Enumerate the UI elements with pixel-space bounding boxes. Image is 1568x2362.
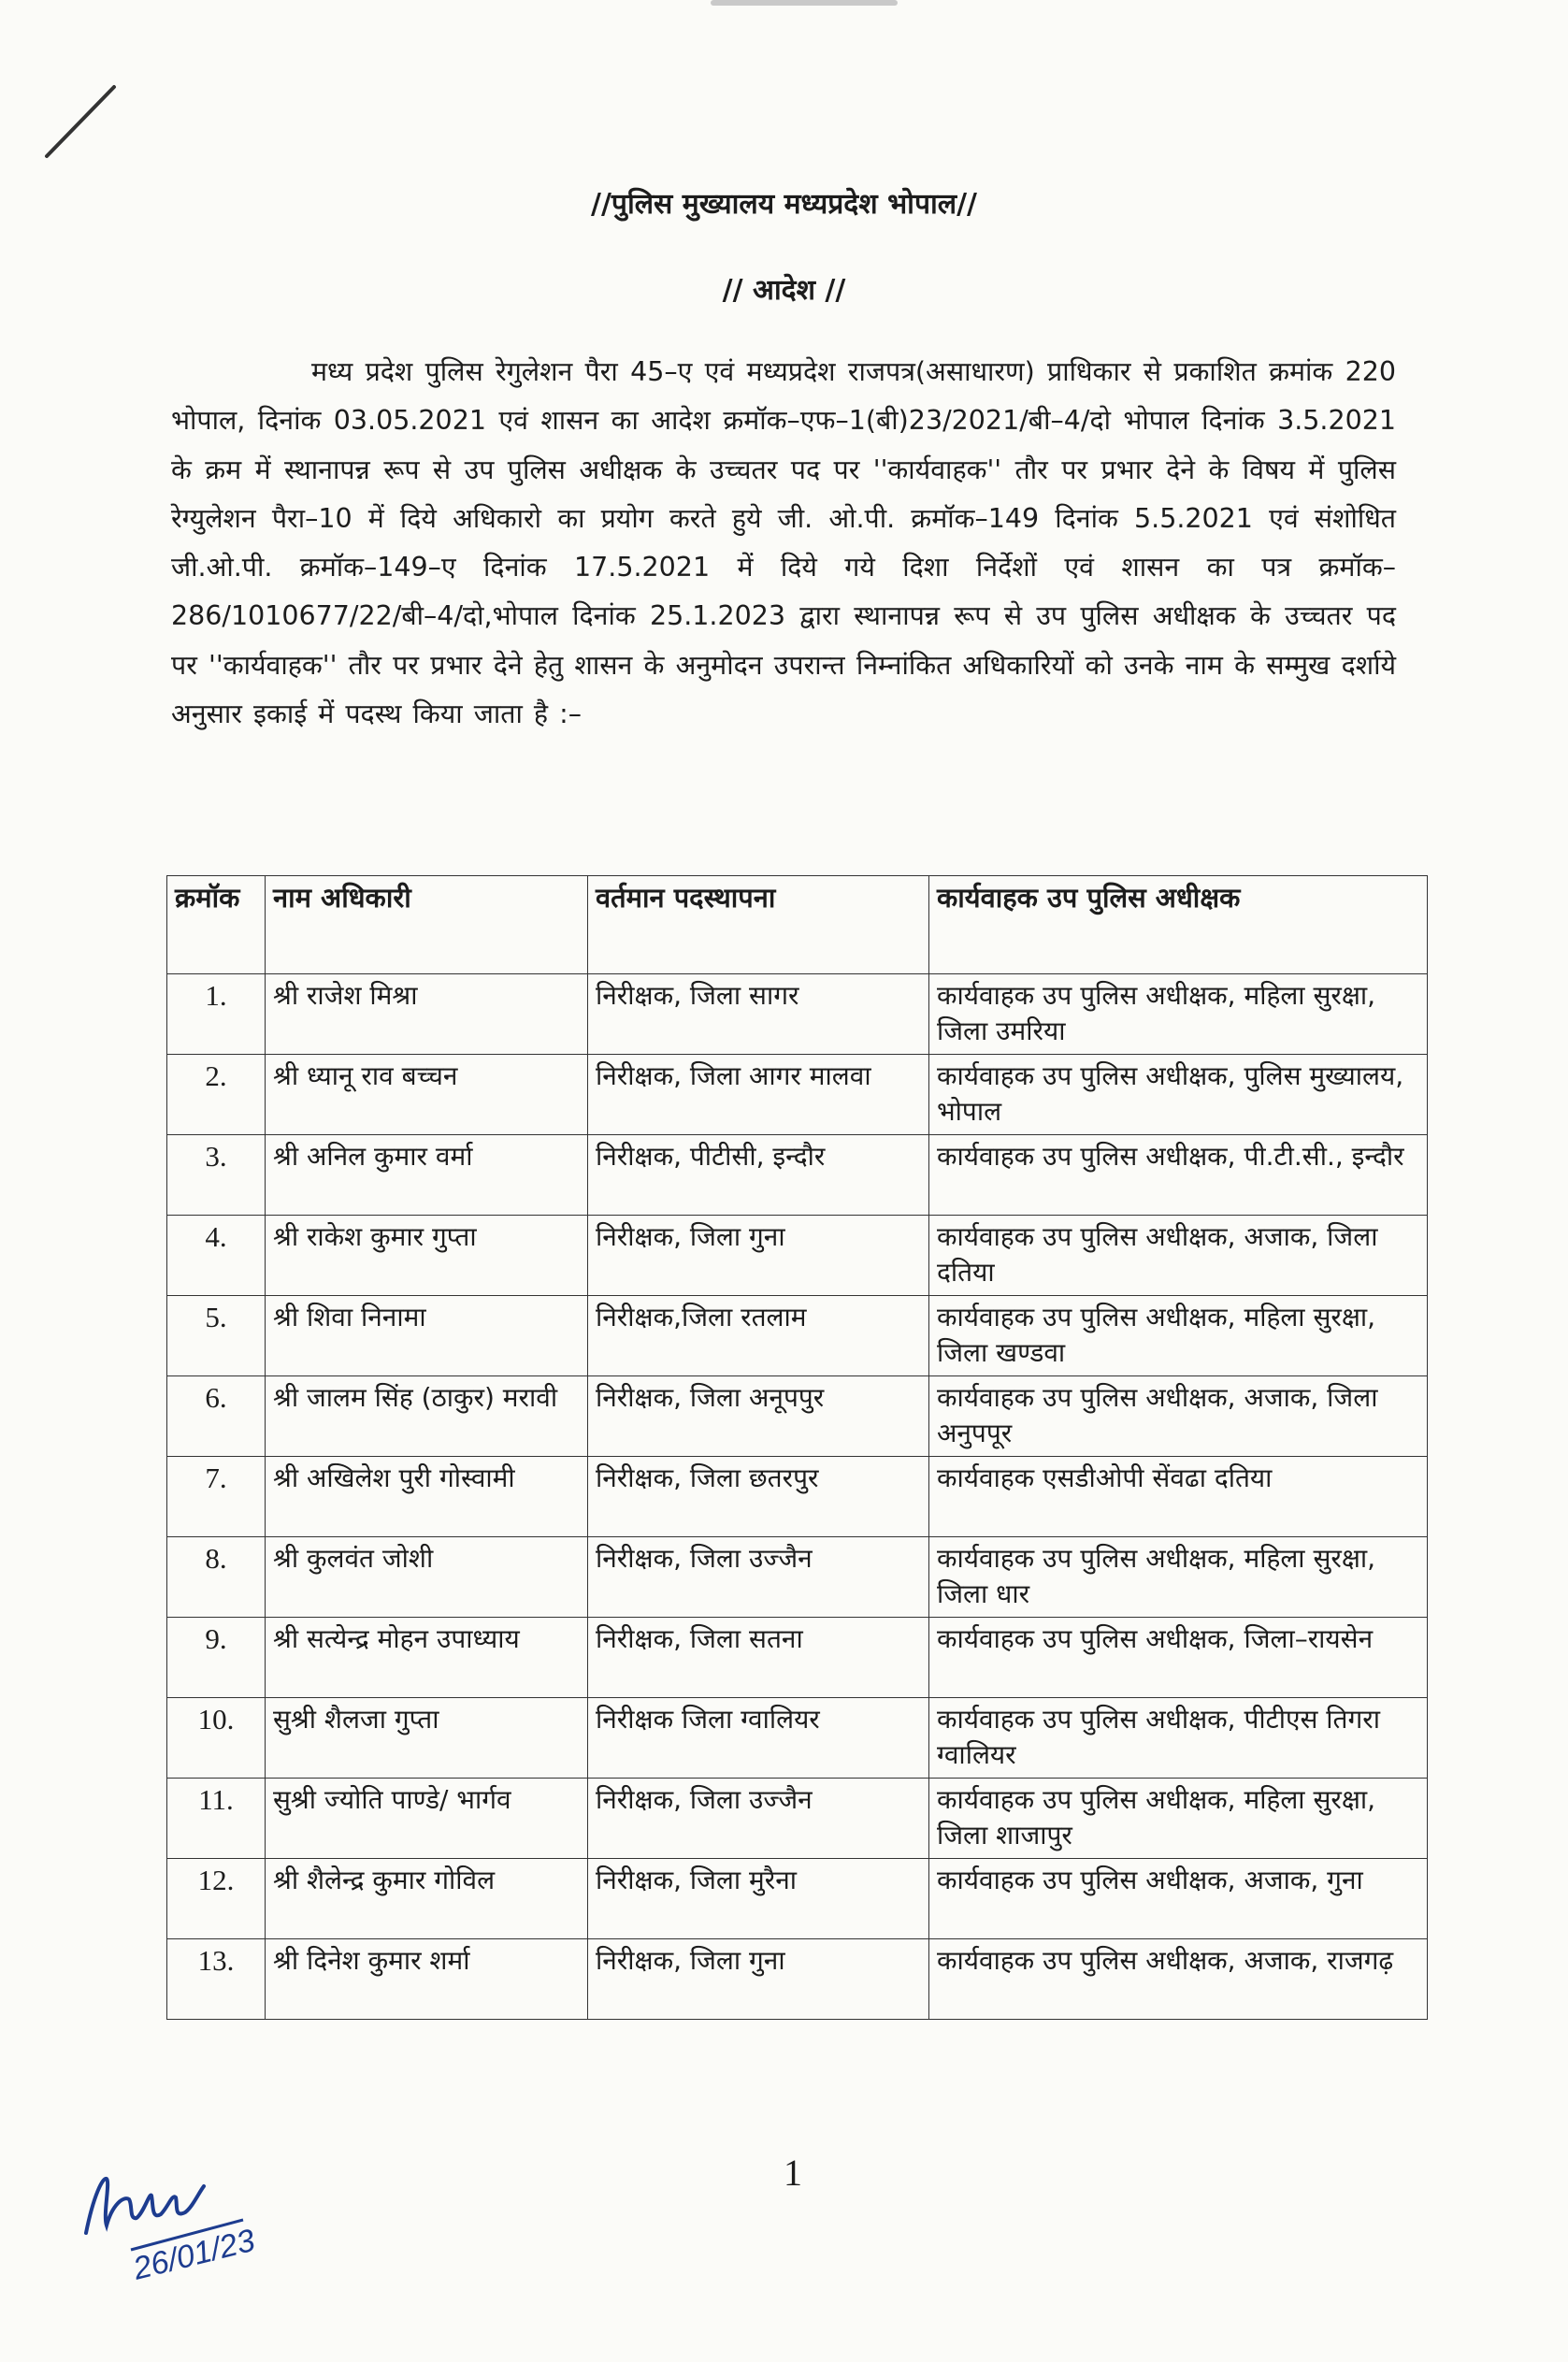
cell-acting-posting: कार्यवाहक उप पुलिस अधीक्षक, महिला सुरक्षा, जिला खण्डवा <box>929 1296 1428 1376</box>
col-header-acting-dsp: कार्यवाहक उप पुलिस अधीक्षक <box>929 876 1428 974</box>
order-heading: // आदेश // <box>722 274 846 307</box>
cell-acting-posting: कार्यवाहक उप पुलिस अधीक्षक, अजाक, जिला अनुपपूर <box>929 1376 1428 1457</box>
cell-acting-posting: कार्यवाहक एसडीओपी सेंवढा दतिया <box>929 1457 1428 1537</box>
officers-table <box>166 875 1428 2020</box>
table-row <box>167 1457 1428 1537</box>
table-header-row <box>167 876 1428 974</box>
cell-officer-name: श्री अखिलेश पुरी गोस्वामी <box>266 1457 588 1537</box>
order-body-paragraph: मध्य प्रदेश पुलिस रेगुलेशन पैरा 45–ए एवं मध्यप्रदेश राजपत्र(असाधारण) प्राधिकार से प्रकाशित क्रमांक 220 भोपाल, दिनांक 03.05.2021 एवं शासन का आदेश क्रमॉक–एफ–1(बी)23/2021/बी–4/दो भोपाल दिनांक 3.5.2021 के क्रम में स्थानापन्न रूप से उप पुलिस अधीक्षक के उच्चतर पद पर ''कार्यवाहक'' तौर पर प्रभार देने के विषय में पुलिस रेग्युलेशन पैरा–10 में दिये अधिकारो का प्रयोग करते हुये जी. ओ.पी. क्रमॉक–149 दिनांक 5.5.2021 एवं संशोधित जी.ओ.पी. क्रमॉक–149–ए दिनांक 17.5.2021 में दिये गये दिशा निर्देशों एवं शासन का पत्र क्रमॉक–286/1010677/22/बी–4/दो,भोपाल दिनांक 25.1.2023 द्वारा स्थानापन्न रूप से उप पुलिस अधीक्षक के उच्चतर पद पर ''कार्यवाहक'' तौर पर प्रभार देने हेतु शासन के अनुमोदन उपरान्त निम्नांकित अधिकारियों को उनके नाम के सम्मुख दर्शाये अनुसार इकाई में पदस्थ किया जाता है :– <box>171 356 1396 730</box>
table-row <box>167 1376 1428 1457</box>
cell-current-posting: निरीक्षक, जिला उज्जैन <box>588 1537 929 1618</box>
cell-current-posting: निरीक्षक, जिला अनूपपुर <box>588 1376 929 1457</box>
cell-officer-name: सुश्री ज्योति पाण्डे/ भार्गव <box>266 1779 588 1859</box>
cell-acting-posting: कार्यवाहक उप पुलिस अधीक्षक, जिला–रायसेन <box>929 1618 1428 1698</box>
cell-acting-posting: कार्यवाहक उप पुलिस अधीक्षक, अजाक, गुना <box>929 1859 1428 1939</box>
cell-acting-posting: कार्यवाहक उप पुलिस अधीक्षक, पुलिस मुख्यालय, भोपाल <box>929 1055 1428 1135</box>
cell-officer-name: श्री दिनेश कुमार शर्मा <box>266 1939 588 2020</box>
cell-officer-name: सुश्री शैलजा गुप्ता <box>266 1698 588 1779</box>
cell-acting-posting: कार्यवाहक उप पुलिस अधीक्षक, पी.टी.सी., इन्दौर <box>929 1135 1428 1216</box>
cell-current-posting: निरीक्षक, पीटीसी, इन्दौर <box>588 1135 929 1216</box>
signature-date: 26/01/23 <box>129 2222 259 2287</box>
cell-serial: 10. <box>167 1698 266 1779</box>
cell-serial: 9. <box>167 1618 266 1698</box>
cell-acting-posting: कार्यवाहक उप पुलिस अधीक्षक, अजाक, जिला दतिया <box>929 1216 1428 1296</box>
table-row <box>167 1779 1428 1859</box>
cell-officer-name: श्री जालम सिंह (ठाकुर) मरावी <box>266 1376 588 1457</box>
table-row <box>167 1135 1428 1216</box>
cell-serial: 3. <box>167 1135 266 1216</box>
cell-current-posting: निरीक्षक, जिला सतना <box>588 1618 929 1698</box>
cell-serial: 13. <box>167 1939 266 2020</box>
handwritten-signature <box>75 2139 281 2289</box>
cell-current-posting: निरीक्षक, जिला मुरैना <box>588 1859 929 1939</box>
cell-acting-posting: कार्यवाहक उप पुलिस अधीक्षक, पीटीएस तिगरा ग्वालियर <box>929 1698 1428 1779</box>
office-heading: //पुलिस मुख्यालय मध्यप्रदेश भोपाल// <box>590 188 978 221</box>
scan-edge-mark <box>711 0 898 6</box>
cell-current-posting: निरीक्षक जिला ग्वालियर <box>588 1698 929 1779</box>
cell-officer-name: श्री शैलेन्द्र कुमार गोविल <box>266 1859 588 1939</box>
cell-current-posting: निरीक्षक, जिला सागर <box>588 974 929 1055</box>
cell-acting-posting: कार्यवाहक उप पुलिस अधीक्षक, महिला सुरक्षा, जिला उमरिया <box>929 974 1428 1055</box>
cell-acting-posting: कार्यवाहक उप पुलिस अधीक्षक, महिला सुरक्षा, जिला धार <box>929 1537 1428 1618</box>
cell-serial: 5. <box>167 1296 266 1376</box>
cell-officer-name: श्री ध्यानू राव बच्चन <box>266 1055 588 1135</box>
cell-serial: 11. <box>167 1779 266 1859</box>
table-row <box>167 974 1428 1055</box>
cell-current-posting: निरीक्षक, जिला गुना <box>588 1216 929 1296</box>
cell-current-posting: निरीक्षक, जिला उज्जैन <box>588 1779 929 1859</box>
col-header-serial: क्रमॉक <box>167 876 266 974</box>
cell-officer-name: श्री राजेश मिश्रा <box>266 974 588 1055</box>
cell-current-posting: निरीक्षक, जिला गुना <box>588 1939 929 2020</box>
table-row <box>167 1216 1428 1296</box>
cell-officer-name: श्री शिवा निनामा <box>266 1296 588 1376</box>
cell-officer-name: श्री सत्येन्द्र मोहन उपाध्याय <box>266 1618 588 1698</box>
cell-acting-posting: कार्यवाहक उप पुलिस अधीक्षक, महिला सुरक्षा, जिला शाजापुर <box>929 1779 1428 1859</box>
cell-serial: 4. <box>167 1216 266 1296</box>
col-header-current-posting: वर्तमान पदस्थापना <box>588 876 929 974</box>
cell-serial: 6. <box>167 1376 266 1457</box>
pen-stroke-mark <box>37 79 122 164</box>
cell-serial: 12. <box>167 1859 266 1939</box>
table-row <box>167 1296 1428 1376</box>
table-row <box>167 1055 1428 1135</box>
cell-officer-name: श्री अनिल कुमार वर्मा <box>266 1135 588 1216</box>
col-header-officer-name: नाम अधिकारी <box>266 876 588 974</box>
table-row <box>167 1618 1428 1698</box>
cell-serial: 8. <box>167 1537 266 1618</box>
table-row <box>167 1698 1428 1779</box>
cell-acting-posting: कार्यवाहक उप पुलिस अधीक्षक, अजाक, राजगढ़ <box>929 1939 1428 2020</box>
cell-serial: 2. <box>167 1055 266 1135</box>
cell-current-posting: निरीक्षक,जिला रतलाम <box>588 1296 929 1376</box>
cell-current-posting: निरीक्षक, जिला छतरपुर <box>588 1457 929 1537</box>
cell-officer-name: श्री राकेश कुमार गुप्ता <box>266 1216 588 1296</box>
table-row <box>167 1537 1428 1618</box>
cell-serial: 1. <box>167 974 266 1055</box>
cell-current-posting: निरीक्षक, जिला आगर मालवा <box>588 1055 929 1135</box>
table-row <box>167 1939 1428 2020</box>
page-number: 1 <box>784 2152 802 2194</box>
cell-serial: 7. <box>167 1457 266 1537</box>
cell-officer-name: श्री कुलवंत जोशी <box>266 1537 588 1618</box>
table-row <box>167 1859 1428 1939</box>
